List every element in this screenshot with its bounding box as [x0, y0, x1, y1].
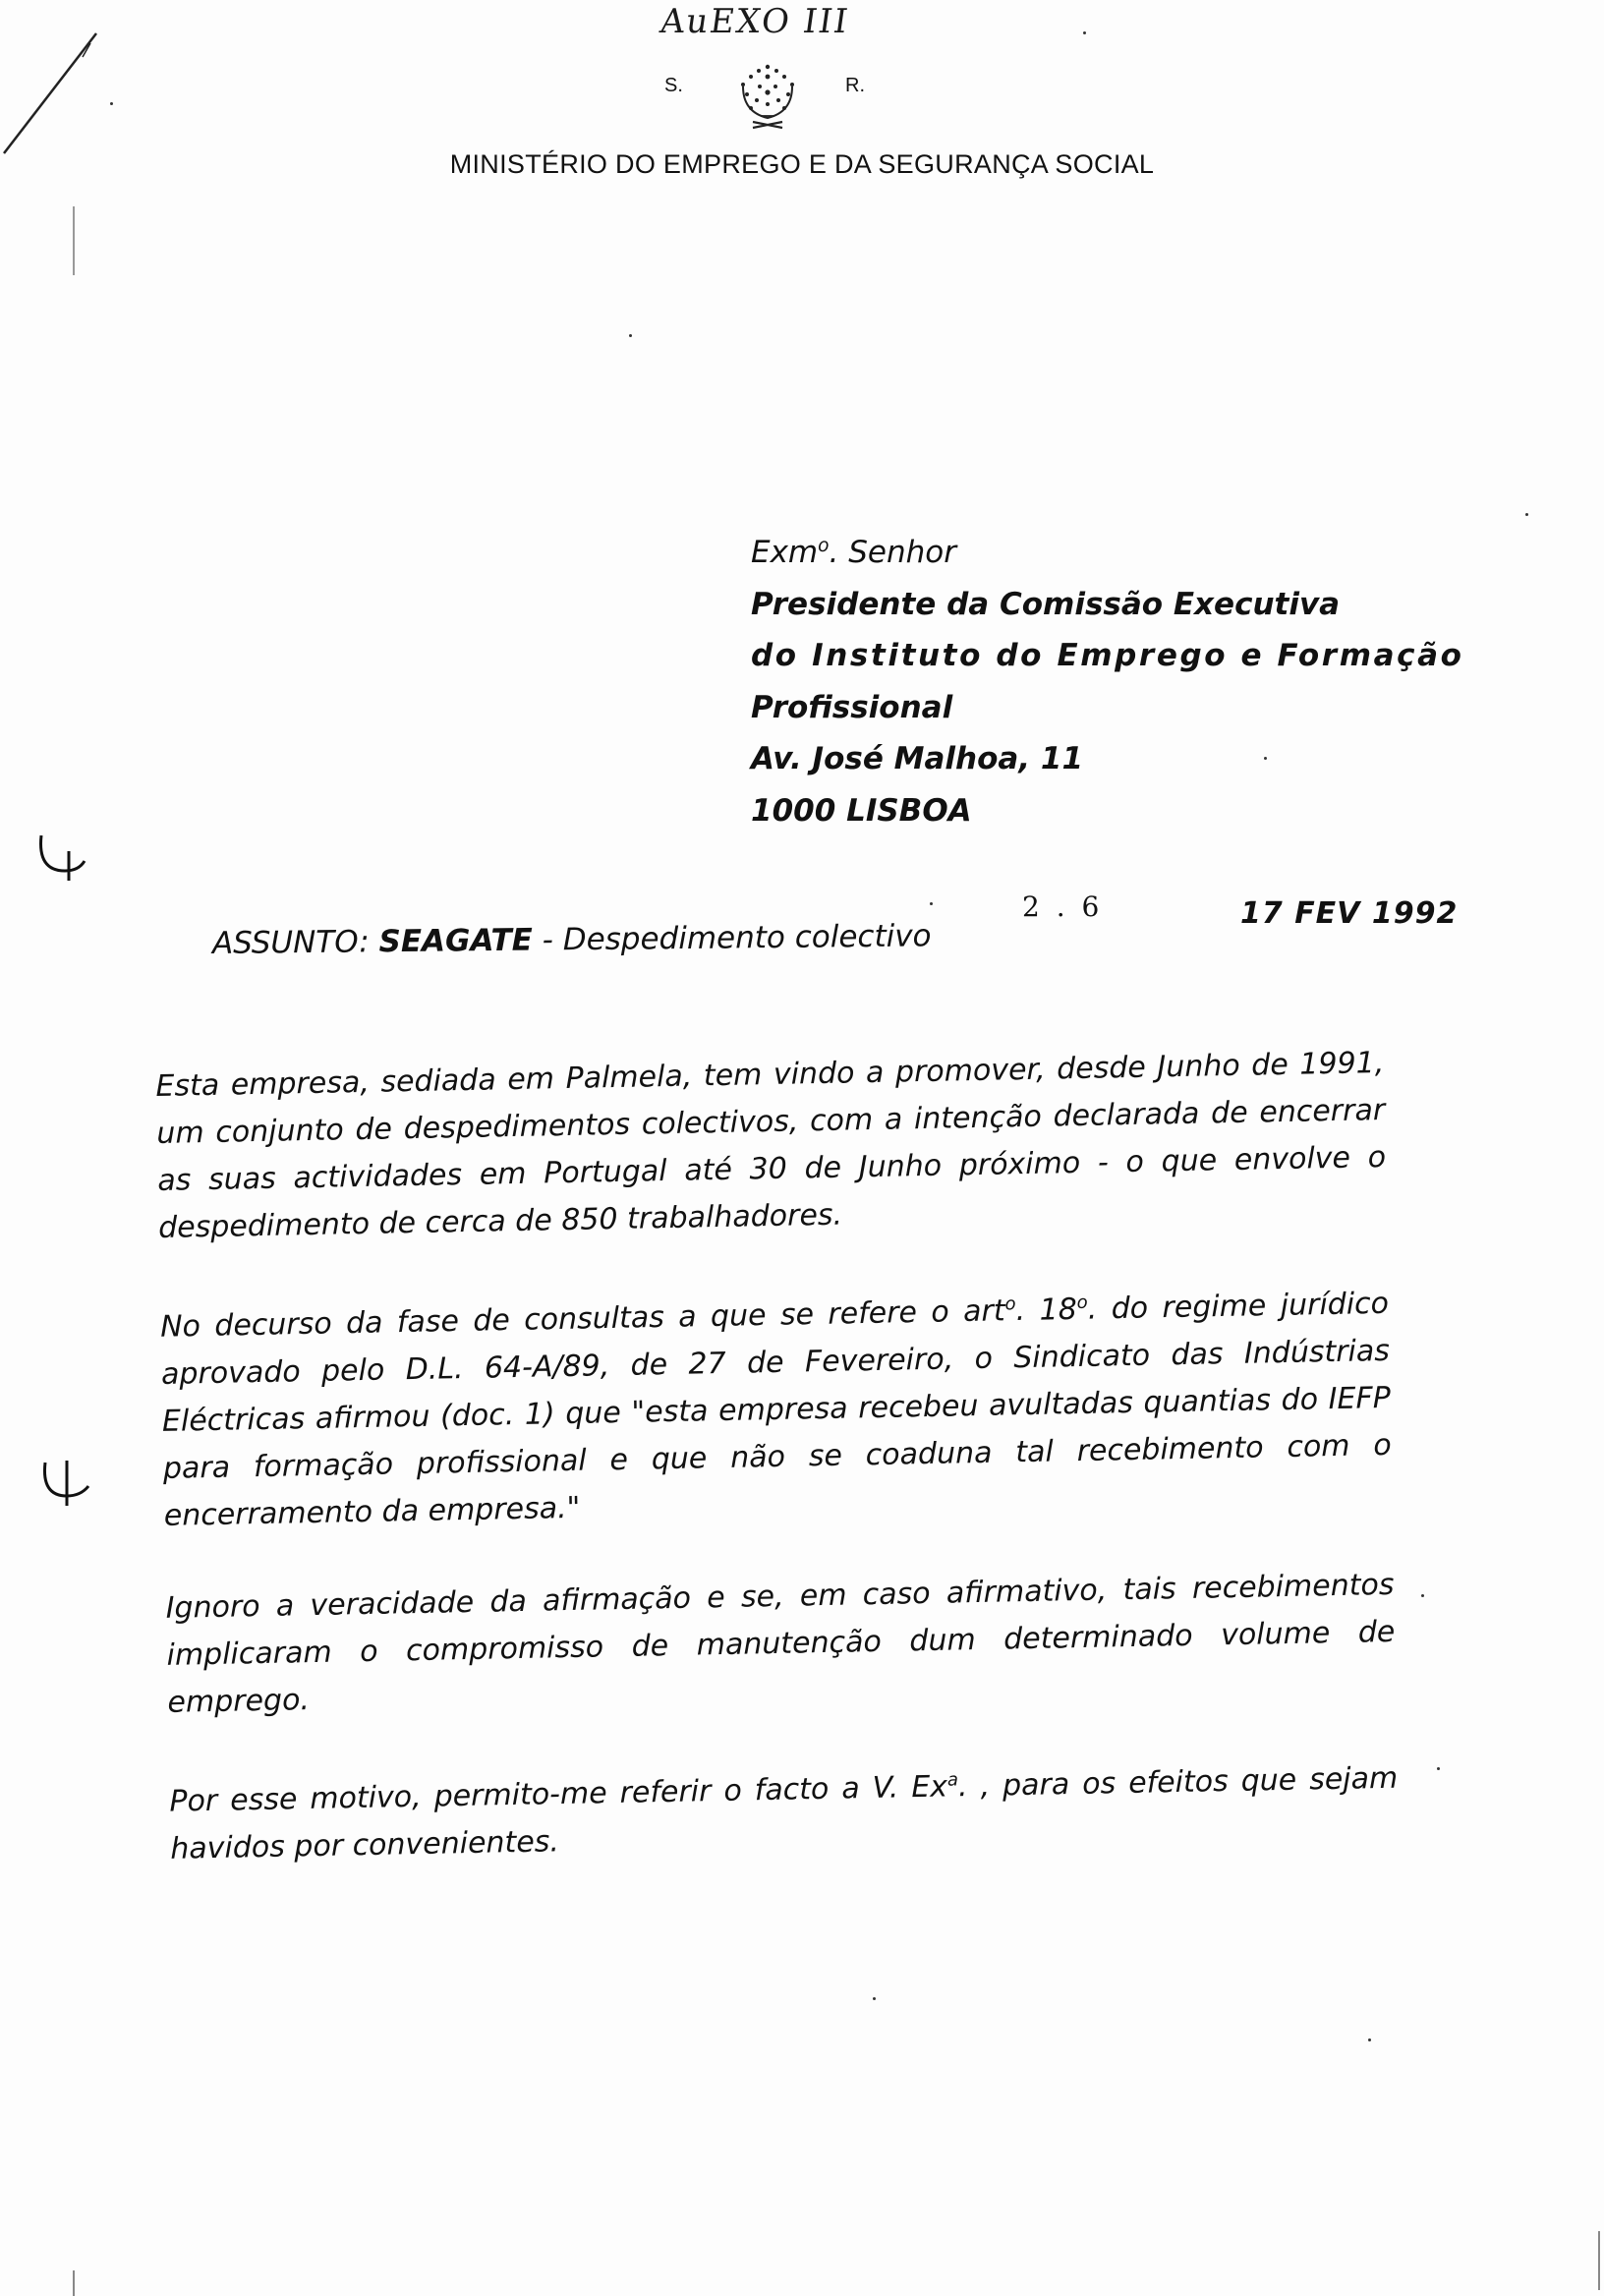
addressee-title: Presidente da Comissão Executiva: [751, 586, 1341, 622]
seal-letter-right: R.: [845, 75, 865, 96]
scan-speck: [629, 334, 632, 337]
addressee-city: 1000 LISBOA: [751, 792, 972, 829]
addressee-street: Av. José Malhoa, 11: [751, 741, 1084, 777]
body-paragraph-1: Esta empresa, sediada em Palmela, tem vindo a promover, desde Junho de 1991, um conjunto de despedimentos colectivos, com a intenção declarada de encerrar as suas actividades em Portugal até 30 de Junho próximo - o que envolve o despedimento de cerca de 850 trabalhadores.: [155, 1046, 1387, 1245]
addressee-block: [751, 521, 1464, 836]
date-stamp: 17 FEV 1992: [1240, 896, 1459, 931]
addressee-institute: do Instituto do Emprego e Formação: [751, 638, 1464, 674]
addressee-institute-cont: Profissional: [751, 689, 953, 725]
scan-speck: [930, 902, 933, 905]
body-paragraph-2: No decurso da fase de consultas a que se refere o art$^o$. 18$^o$. do regime jurídico aprovado pelo D.L. 64-A/89, de 27 de Fevereiro, o Sindicato das Indústrias Eléctricas afirmou (doc. 1) que "esta empresa recebeu avultadas quantias do IEFP para formação profissional e que não se coaduna tal recebimento com o encerramento da empresa.": [159, 1286, 1393, 1533]
subject-label: ASSUNTO:: [211, 924, 379, 961]
subject-line: [212, 918, 932, 961]
annex-handwritten-note: AuEXO III: [658, 2, 852, 41]
hole-punch-mark: [37, 1459, 96, 1508]
scan-speck: [1421, 1594, 1424, 1597]
addressee-salutation: Exm$^o$. Senhor: [751, 535, 956, 571]
subject-company: SEAGATE: [378, 922, 534, 960]
hole-punch-mark: [35, 832, 94, 881]
margin-tick-line: [73, 206, 75, 275]
scan-speck: [110, 102, 113, 105]
coat-of-arms-icon: [714, 57, 822, 136]
margin-tick-line: [73, 2270, 75, 2296]
scan-speck: [1437, 1767, 1440, 1770]
scan-speck: [1083, 31, 1086, 34]
margin-tick-line: [1598, 2231, 1600, 2290]
state-seal: [649, 57, 885, 136]
letter-body: [155, 1040, 1400, 1918]
body-paragraph-3: Ignoro a veracidade da afirmação e se, em caso afirmativo, tais recebimentos implicaram o compromisso de manutenção dum determinado volume de emprego.: [165, 1567, 1396, 1720]
body-paragraph-4: Por esse motivo, permito-me referir o facto a V. Ex$^a$. , para os efeitos que sejam havidos por convenientes.: [169, 1760, 1399, 1866]
margin-slash-mark: [0, 29, 108, 157]
scan-speck: [1368, 2038, 1371, 2041]
scan-speck: [1264, 757, 1267, 760]
seal-letter-left: S.: [664, 75, 683, 96]
ministry-heading: MINISTÉRIO DO EMPREGO E DA SEGURANÇA SOCIAL: [449, 149, 1155, 179]
scan-speck: [873, 1997, 876, 2000]
subject-text: - Despedimento colectivo: [532, 918, 932, 958]
scan-speck: [1525, 513, 1528, 516]
handwritten-date: 2 . 6: [1022, 890, 1104, 923]
